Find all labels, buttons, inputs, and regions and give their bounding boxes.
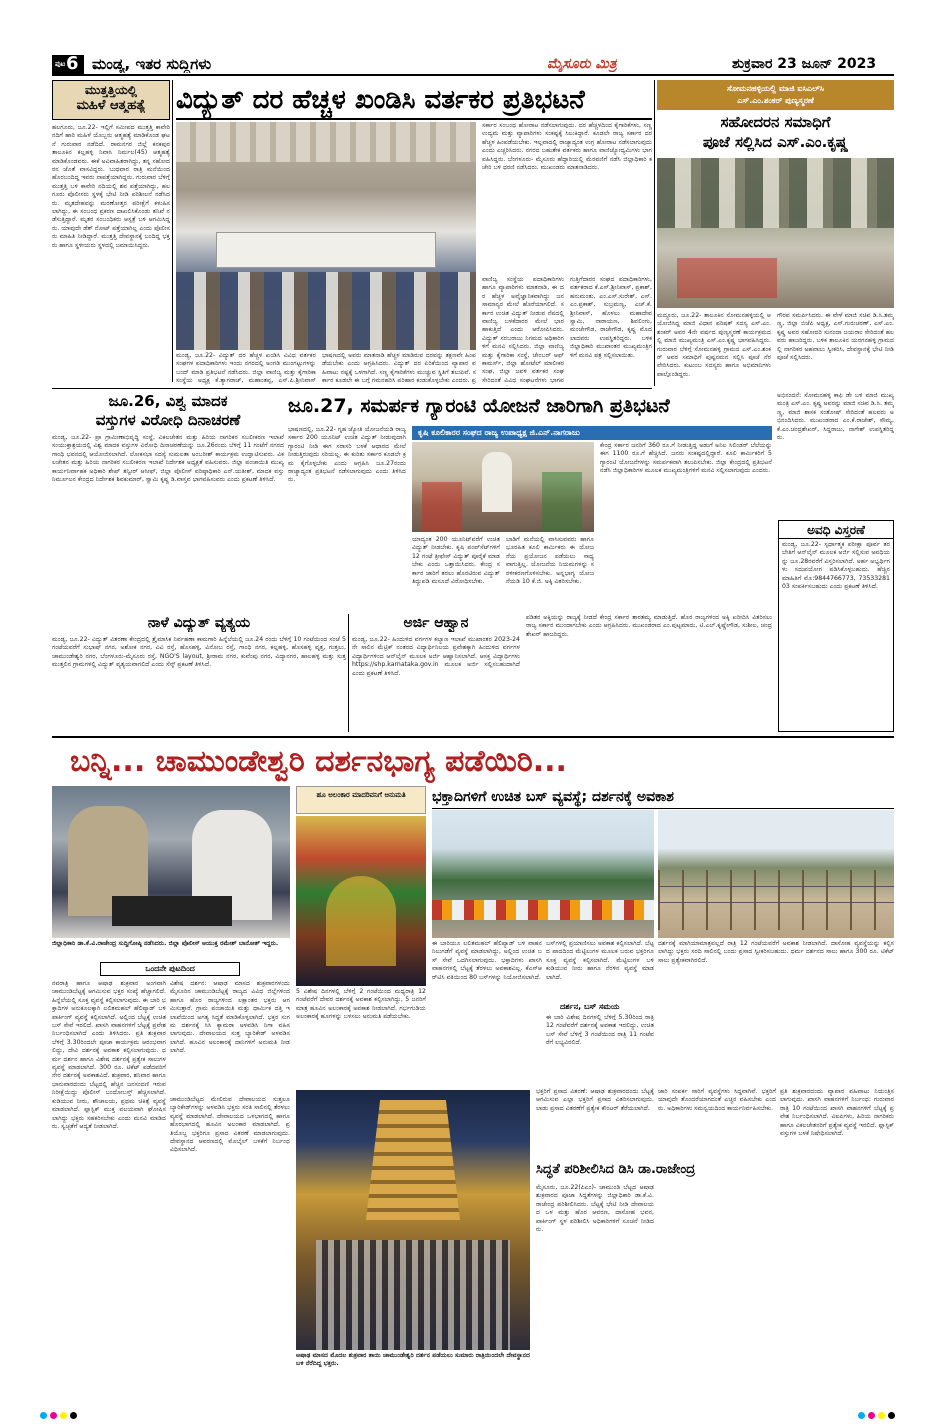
- june27-body5: ಕೇಂದ್ರ ಸರ್ಕಾರ ಜನರಿಗೆ 360 ರೂ.ಗೆ ನೀಡುತ್ತಿದ್ದ ಅಡುಗೆ ಅನಿಲ ಸಿಲಿಂಡರ್ ಬೆಲೆಯನ್ನು ಈಗ 1100 ರೂ.ಗೆ ಹೆಚ್ಚಿಸಿದೆ. ಜನರು ಸಂಕಷ್ಟದಲ್ಲಿದ್ದಾರೆ. ಕೂಲಿ ಕಾರ್ಮಿಕರಿಗೆ 5 ಗ್ಯಾರಂಟಿ ಯೋಜನೆಗಳನ್ನು ಸಮರ್ಪಕವಾಗಿ ತಲುಪಿಸಬೇಕು. ಜಿಲ್ಲಾ ಕೇಂದ್ರದಲ್ಲಿ ಪ್ರತಿಭಟನೆ ನಡೆಸಿ ಜಿಲ್ಲಾಧಿಕಾರಿಗಳ ಮೂಲಕ ಮುಖ್ಯಮಂತ್ರಿಗಳಿಗೆ ಮನವಿ ಸಲ್ಲಿಸಲಾಗುವುದು ಎಂದರು.: [600, 442, 772, 475]
- power-cut-body: ಮಂಡ್ಯ, ಜೂ.22- ವಿದ್ಯುತ್ ವಿತರಣಾ ಕೇಂದ್ರದಲ್ಲಿ ತ್ರೈಮಾಸಿಕ ನಿರ್ವಹಣಾ ಕಾಮಗಾರಿ ಹಿನ್ನೆಲೆಯಲ್ಲಿ ಜೂ.24 ರಂದು ಬೆಳಿಗ್ಗೆ 10 ಗಂಟೆಯಿಂದ ಸಂಜೆ 5 ಗಂಟೆಯವರೆಗೆ ಸುಭಾಷ್ ನಗರ, ಅಶೋಕ ನಗರ, ವಿವಿ ರಸ್ತೆ, ಹೊಸಹಳ್ಳಿ, ವಿನೋಬ ರಸ್ತೆ, ಗಾಂಧಿ ನಗರ, ಕಲ್ಲಹಳ್ಳಿ, ಹೊಸಹಳ್ಳಿ ವೃತ್ತ, ಗುತ್ತಲು, ಚಾಮುಂಡೇಶ್ವರಿ ನಗರ, ಬೆಂಗಳೂರು-ಮೈಸೂರು ರಸ್ತೆ, NGO'S layout, ಶ್ರೀರಾಮ ನಗರ, ಕುವೆಂಪು ನಗರ, ವಿದ್ಯಾನಗರ, ಹಾಲಹಳ್ಳಿ ಮತ್ತು ಸುತ್ತಮುತ್ತಲಿನ ಗ್ರಾಮಗಳಲ್ಲಿ ವಿದ್ಯುತ್ ವ್ಯತ್ಯಯವಾಗಲಿದೆ ಎಂದು ಸೆಸ್ಕ್ ಪ್ರಕಟಣೆ ತಿಳಿಸಿದೆ.: [52, 636, 346, 669]
- suicide-kicker: ಮುತ್ತತ್ತಿಯಲ್ಲಿ: [85, 83, 137, 97]
- application-title: ಅರ್ಜಿ ಆಹ್ವಾನ: [403, 615, 469, 631]
- flower-kicker-text: ಹೂ ಅಲಂಕಾರ ಮಾದರಿವನಿಗೆ ಅನುಮತಿ: [316, 791, 406, 799]
- samadhi-kicker-line2: ಎಸ್.ಎಂ.ಶಂಕರ್ ಪುಣ್ಯಸ್ಮರಣೆ: [737, 96, 814, 105]
- avadhi-title: ಅವಧಿ ವಿಸ್ತರಣೆ: [779, 523, 893, 539]
- chamundi-col-f: ದರ್ಶನಕ್ಕೆ ಮಾಗಿಯಾಮಾತ್ರವಲ್ಲದೆ ರಾತ್ರಿ 12 ಗಂಟೆಯವರೆಗೆ ಅವಕಾಶ ನೀಡಲಾಗಿದೆ. ದಾಸೋಹ ವ್ಯವಸ್ಥೆಯನ್ನು ಕಲ್ಪಿಸಲಾಗಿದ್ದು ಭಕ್ತರು ಸರದಿ ಸಾಲಿನಲ್ಲಿ ಬಂದು ಪ್ರಸಾದ ಸ್ವೀಕರಿಸಬಹುದು. ಧರ್ಮ ದರ್ಶನದ ಸಾಲು ಹಾಗೂ 300 ರೂ. ಟಿಕೆಟ್ ಸಾಲು ಪ್ರತ್ಯೇಕವಾಗಿರಲಿದೆ.: [658, 940, 894, 964]
- june26-title-line2: ವಸ್ತುಗಳ ವಿರೋಧಿ ದಿನಾಚರಣೆ: [95, 411, 241, 429]
- story-avadhi: [778, 520, 894, 732]
- samadhi-kicker-line1: ಸೋಮನಹಳ್ಳಿಯಲ್ಲಿ ಮಾಜಿ ಐಸಿಎಲ್‌ಸಿ: [726, 84, 825, 93]
- story-june27: [288, 392, 772, 612]
- row-rule: [52, 388, 652, 389]
- samadhi-body3: ಅಭಿನಂದನೆ: ಸೋಮನಹಳ್ಳಿ ಕಾಫಿ ಡೇ ಬಳಿ ಮಾಜಿ ಮುಖ್ಯಮಂತ್ರಿ ಎಸ್.ಎಂ. ಕೃಷ್ಣ ಅವರನ್ನು ಮಾಜಿ ಸಚಿವ ಡಿ.ಸಿ. ತಮ್ಮಣ್ಣ, ಮಾಜಿ ಶಾಸಕ ಸಂತೋಷ್ ಸೇರಿದಂತೆ ಹಲವರು ಅಭಿನಂದಿಸಿದರು. ಮುಖಂಡರಾದ ಎಂ.ಕೆ.ರಾಜೇಶ್, ಸೌಮ್ಯ, ಕೆ.ಎಂ.ಚಂದ್ರಶೇಖರ್, ಸಿದ್ದರಾಜು, ನಾಗೇಶ್ ಉಪಸ್ಥಿತರಿದ್ದರು.: [777, 392, 894, 442]
- june27-body4: ಪಡಿತರ ಅಕ್ಕಿಯನ್ನು ರಾಜ್ಯಕ್ಕೆ ನೀಡದೆ ಕೇಂದ್ರ ಸರ್ಕಾರ ತಾರತಮ್ಯ ಮಾಡುತ್ತಿದೆ. ಹೊರ ರಾಜ್ಯಗಳಿಂದ ಅಕ್ಕಿ ಖರೀದಿಸಿ ವಿತರಿಸಲು ರಾಜ್ಯ ಸರ್ಕಾರ ಮುಂದಾಗಬೇಕು ಎಂದು ಆಗ್ರಹಿಸಿದರು. ಮುಖಂಡರಾದ ಎಂ.ಪುಟ್ಟಮಾದು, ಟಿ.ಎಲ್.ಕೃಷ್ಣೇಗೌಡ, ಸುಶೀಲ, ಚಂದ್ರಶೇಖರ್ ಹಾಜರಿದ್ದರು.: [526, 614, 772, 638]
- suicide-header: [52, 80, 170, 120]
- sidda-title: ಸಿದ್ಧತೆ ಪರಿಶೀಲಿಸಿದ ಡಿಸಿ ಡಾ.ರಾಜೇಂದ್ರ: [536, 1162, 696, 1177]
- chamundi-col-b: ವಿಶೇಷ ದರ್ಶನ: ಆಷಾಢ ಮಾಸದ ಶುಕ್ರವಾರಗಳಂದು ಮೈಸೂರಿನ ಚಾಮುಂಡಿಬೆಟ್ಟಕ್ಕೆ ರಾಜ್ಯದ ವಿವಿಧ ಜಿಲ್ಲೆಗಳಿಂದ ಹಾಗೂ ಹೊರ ರಾಜ್ಯಗಳಿಂದ ಲಕ್ಷಾಂತರ ಭಕ್ತರು ಆಗಮಿಸುತ್ತಾರೆ. ಗ್ರಾಮ ಪಂಚಾಯಿತಿ ಮತ್ತು ಧಾರ್ಮಿಕ ದತ್ತಿ ಇಲಾಖೆಯಿಂದ ಅಗತ್ಯ ಸಿದ್ಧತೆ ಮಾಡಿಕೊಳ್ಳಲಾಗಿದೆ. ಭಕ್ತರ ಸುಗಮ ದರ್ಶನಕ್ಕೆ ಸಿಸಿ ಕ್ಯಾಮರಾ ಅಳವಡಿಸಿ ನಿಗಾ ವಹಿಸಲಾಗುವುದು. ದೇವಾಲಯದ ಸುತ್ತ ಬ್ಯಾರಿಕೇಡ್ ಅಳವಡಿಸಲಾಗಿದೆ. ಹೂವಿನ ಅಲಂಕಾರಕ್ಕೆ ದಾನಿಗಳಿಗೆ ಅನುಮತಿ ನೀಡಲಾಗಿದೆ.: [170, 980, 290, 1055]
- samadhi-kicker: [657, 80, 894, 110]
- chamundi-col-i: ಭಕ್ತರಿಗೆ ಪ್ರಸಾದ ವಿತರಣೆ: ಆಷಾಢ ಶುಕ್ರವಾರದಂದು ಬೆಟ್ಟಕ್ಕೆ ಆಗಮಿಸುವ ಎಲ್ಲಾ ಭಕ್ತರಿಗೆ ಪ್ರಸಾದ ವಿತರಿಸಲಾಗುವುದು. ಲಾಡು ಪ್ರಸಾದ ವಿತರಣೆಗೆ ಪ್ರತ್ಯೇಕ ಕೌಂಟರ್ ತೆರೆಯಲಾಗಿದೆ.: [536, 1088, 654, 1112]
- protest-body3: ವಾಣಿಜ್ಯ ಸಂಸ್ಥೆಯ ಪದಾಧಿಕಾರಿಗಳು ಹಾಗೂ ವ್ಯಾಪಾರಿಗಳು ಮಾತನಾಡಿ, ಈ ದರ ಹೆಚ್ಚಳ ಅವೈಜ್ಞಾನಿಕವಾಗಿದ್ದು ಜನಸಾಮಾನ್ಯರ ಮೇಲೆ ಹೊರೆಯಾಗಲಿದೆ. ಸರ್ಕಾರ ಉಚಿತ ವಿದ್ಯುತ್ ನೀಡುವ ನೆಪದಲ್ಲಿ ವಾಣಿಜ್ಯ ಬಳಕೆದಾರರ ಮೇಲೆ ಭಾರ ಹಾಕುತ್ತಿದೆ ಎಂದು ಆರೋಪಿಸಿದರು. ವಿದ್ಯುತ್ ಸರಬರಾಜು ನಿಗಮದ ಅಧಿಕಾರಿಗಳಿಗೆ ಮನವಿ ಸಲ್ಲಿಸಿದರು. ಜಿಲ್ಲಾ ವಾಣಿಜ್ಯ ಮತ್ತು ಕೈಗಾರಿಕಾ ಸಂಸ್ಥೆ, ಚೇಂಬರ್ ಆಫ್ ಕಾಮರ್ಸ್, ಜಿಲ್ಲಾ ಹೋಟೆಲ್ ಮಾಲೀಕರ ಸಂಘ, ಜಿಲ್ಲಾ ಜವಳಿ ವರ್ತಕರ ಸಂಘ ಸೇರಿದಂತೆ ವಿವಿಧ ಸಂಘಟನೆಗಳು ಭಾಗವ: [482, 276, 564, 384]
- story-suicide: [52, 80, 170, 382]
- flower-kicker: [296, 786, 426, 814]
- power-cut-title: ನಾಳೆ ವಿದ್ಯುತ್ ವ್ಯತ್ಯಯ: [147, 615, 251, 631]
- flower-text: 5 ವಿಶೇಷ ದಿನಗಳಲ್ಲಿ ಬೆಳಿಗ್ಗೆ 2 ಗಂಟೆಯಿಂದ ಮಧ್ಯರಾತ್ರಿ 12 ಗಂಟೆವರೆಗೆ ದೇವರ ದರ್ಶನಕ್ಕೆ ಅವಕಾಶ ಕಲ್ಪಿಸಲಾಗಿದ್ದು, 5 ಜನರಿಗೆ ಮಾತ್ರ ಹೂವಿನ ಅಲಂಕಾರಕ್ಕೆ ಅವಕಾಶ ನೀಡಲಾಗಿದೆ. ಗರ್ಭಗುಡಿಯ ಅಲಂಕಾರಕ್ಕೆ ಹೂಗಳನ್ನು ಬಳಸಲು ಅನುಮತಿ ಪಡೆಯಬೇಕು.: [296, 988, 426, 1021]
- column-rule: [348, 614, 349, 732]
- application-body: ಮಂಡ್ಯ, ಜೂ.22- ಹಿಂದುಳಿದ ವರ್ಗಗಳ ಕಲ್ಯಾಣ ಇಲಾಖೆ ಮುಖಾಂತರ 2023-24ನೇ ಸಾಲಿನ ಮೆಟ್ರಿಕ್ ನಂತರದ ವಿದ್ಯಾರ್ಥಿನಿಲಯ ಪ್ರವೇಶಕ್ಕಾಗಿ ಹಿಂದುಳಿದ ವರ್ಗಗಳ ವಿದ್ಯಾರ್ಥಿಗಳಿಂದ ಆನ್‌ಲೈನ್ ಮೂಲಕ ಅರ್ಜಿ ಆಹ್ವಾನಿಸಲಾಗಿದೆ. ಆಸಕ್ತ ವಿದ್ಯಾರ್ಥಿಗಳು https://shp.karnataka.gov.in ಮೂಲಕ ಅರ್ಜಿ ಸಲ್ಲಿಸಬಹುದಾಗಿದೆ ಎಂದು ಪ್ರಕಟಣೆ ತಿಳಿಸಿದೆ.: [352, 636, 520, 677]
- protest-body1: ಸರ್ಕಾರ ಸಂಬಂಧ ಹೋರಾಟ ನಡೆಸಲಾಗುವುದು. ದರ ಹೆಚ್ಚಳದಿಂದ ಕೈಗಾರಿಕೆಗಳು, ಸಣ್ಣ ಉದ್ಯಮ ಮತ್ತು ವ್ಯಾಪಾರಿಗಳು ಸಂಕಷ್ಟಕ್ಕೆ ಸಿಲುಕಿದ್ದಾರೆ. ಕೂಡಲೇ ರಾಜ್ಯ ಸರ್ಕಾರ ದರ ಹೆಚ್ಚಳ ಹಿಂಪಡೆಯಬೇಕು. ಇಲ್ಲವಾದಲ್ಲಿ ರಾಜ್ಯಾದ್ಯಂತ ಉಗ್ರ ಹೋರಾಟ ನಡೆಸಲಾಗುವುದು ಎಂದು ಎಚ್ಚರಿಸಿದರು. ನಗರದ ಬಹುತೇಕ ವರ್ತಕರು ಹಾಗೂ ವಾಣಿಜ್ಯೋದ್ಯಮಿಗಳು ಭಾಗವಹಿಸಿದ್ದರು. ಬೆಂಗಳೂರು- ಮೈಸೂರು ಹೆದ್ದಾರಿಯಲ್ಲಿ ಮೆರವಣಿಗೆ ನಡೆಸಿ ಜಿಲ್ಲಾಧಿಕಾರಿ ಕಚೇರಿ ಬಳಿ ಧರಣಿ ನಡೆಸಿದರು. ಮುಖಂಡರು ಮಾತನಾಡಿದರು.: [482, 122, 652, 172]
- chamundi-col-h: ಚಾಮುಂಡಿಬೆಟ್ಟದ ಮೇಲಿರುವ ದೇವಾಲಯದ ಸುತ್ತಲೂ ಬ್ಯಾರಿಕೇಡ್‌ಗಳನ್ನು ಅಳವಡಿಸಿ ಭಕ್ತರು ಸರತಿ ಸಾಲಿನಲ್ಲಿ ತೆರಳಲು ವ್ಯವಸ್ಥೆ ಮಾಡಲಾಗಿದೆ. ದೇವಾಲಯದ ಒಳಭಾಗದಲ್ಲಿ ಹಾಗೂ ಹೊರಭಾಗದಲ್ಲಿ ಹೂವಿನ ಅಲಂಕಾರ ಮಾಡಲಾಗಿದೆ. ಪ್ರತಿಯೊಬ್ಬ ಭಕ್ತರಿಗೂ ಪ್ರಸಾದ ವಿತರಣೆ ಮಾಡಲಾಗುವುದು. ದೇವಸ್ಥಾನದ ಆವರಣದಲ್ಲಿ ಮೊಬೈಲ್ ಬಳಕೆಗೆ ನಿರ್ಬಂಧ ವಿಧಿಸಲಾಗಿದೆ.: [170, 1096, 290, 1154]
- avadhi-body: ಮಂಡ್ಯ, ಜೂ.22- ಸ್ಪರ್ಧಾತ್ಮಕ ಪರೀಕ್ಷಾ ಪೂರ್ವ ತರಬೇತಿಗೆ ಆನ್‌ಲೈನ್ ಮೂಲಕ ಅರ್ಜಿ ಸಲ್ಲಿಸುವ ಅವಧಿಯನ್ನು ಜೂ.28ರವರೆಗೆ ವಿಸ್ತರಿಸಲಾಗಿದೆ. ಅರ್ಹ ಅಭ್ಯರ್ಥಿಗಳು ಸದುಪಯೋಗ ಪಡಿಸಿಕೊಳ್ಳಬಹುದು. ಹೆಚ್ಚಿನ ಮಾಹಿತಿಗೆ ಮೊ:9844766773, 7353328103 ಸಂಪರ್ಕಿಸಬಹುದು ಎಂದು ಪ್ರಕಟಣೆ ತಿಳಿಸಿದೆ.: [782, 541, 890, 591]
- story-application: [352, 614, 520, 732]
- suicide-body: ಹಲಗೂರು, ಜೂ.22- ಇಲ್ಲಿಗೆ ಸಮೀಪದ ಮುತ್ತತ್ತಿ ಕಾವೇರಿ ನದಿಗೆ ಹಾರಿ ಮಹಿಳೆ ಯೊಬ್ಬರು ಆತ್ಮಹತ್ಯೆ ಮಾಡಿಕೊಂಡ ಘಟನೆ ಗುರುವಾರ ನಡೆದಿದೆ. ರಾಮನಗರ ಜಿಲ್ಲೆ ಕನಕಪುರ ತಾಲೂಕಿನ ಕಲ್ಲಹಳ್ಳಿ ನಿವಾಸಿ ನಿರ್ಮಲ(45) ಆತ್ಮಹತ್ಯೆ ಮಾಡಿಕೊಂಡವರು. ಈಕೆ ಅವಿವಾಹಿತರಾಗಿದ್ದು, ತನ್ನ ಸಹೋದರನ ಜೊತೆ ವಾಸವಿದ್ದರು. ಬುಧವಾರ ರಾತ್ರಿ ಮನೆಯಿಂದ ಹೊರಬಂದಿದ್ದ ಇವರು ನಾಪತ್ತೆಯಾಗಿದ್ದರು. ಗುರುವಾರ ಬೆಳಿಗ್ಗೆ ಮುತ್ತತ್ತಿ ಬಳಿ ಕಾವೇರಿ ನದಿಯಲ್ಲಿ ಶವ ಪತ್ತೆಯಾಗಿದ್ದು, ಹಲಗೂರು ಪೊಲೀಸರು ಸ್ಥಳಕ್ಕೆ ಭೇಟಿ ನೀಡಿ ಪರಿಶೀಲನೆ ನಡೆಸಿದರು. ಮೃತದೇಹವನ್ನು ಮರಣೋತ್ತರ ಪರೀಕ್ಷೆಗೆ ಕಳುಹಿಸಲಾಗಿದ್ದು, ಈ ಸಂಬಂಧ ಪ್ರಕರಣ ದಾಖಲಿಸಿಕೊಂಡು ತನಿಖೆ ನಡೆಸುತ್ತಿದ್ದಾರೆ. ಮೃತರ ಸಂಬಂಧಿಕರು ಆಸ್ಪತ್ರೆ ಬಳಿ ಆಗಮಿಸಿದ್ದರು. ಯಾವುದೇ ಡೆತ್ ನೋಟ್ ಪತ್ತೆಯಾಗಿಲ್ಲ ಎಂದು ಪೊಲೀಸರು ಮಾಹಿತಿ ನೀಡಿದ್ದಾರೆ. ಮುತ್ತತ್ತಿ ದೇವಸ್ಥಾನಕ್ಕೆ ಬಂದಿದ್ದ ಭಕ್ತರು ಹಾಗೂ ಸ್ಥಳೀಯರು ಸ್ಥಳದಲ್ಲಿ ಜಮಾಯಿಸಿದ್ದರು.: [52, 124, 170, 249]
- barricade-photo: [658, 810, 894, 938]
- june27-photo: [412, 442, 594, 532]
- issue-date: ಶುಕ್ರವಾರ 23 ಜೂನ್ 2023: [732, 56, 877, 72]
- story-june26: [52, 392, 284, 612]
- samadhi-photo: [657, 158, 894, 308]
- samadhi-body2: ಗೌರವ ಸಮರ್ಪಿಸಿದರು. ಈ ವೇಳೆ ಮಾಜಿ ಸಚಿವ ಡಿ.ಸಿ.ತಮ್ಮಣ್ಣ, ಜಿಲ್ಲಾ ಬಿಜೆಪಿ ಅಧ್ಯಕ್ಷ, ಎಸ್.ಗುರುಚರಣ್, ಎಸ್.ಎಂ.ಕೃಷ್ಣ ಅವರ ಸಹೋದರಿ ಸುನಂದಾ ಜಯರಾಂ ಸೇರಿದಂತೆ ಹಲವರು ಹಾಜರಿದ್ದರು. ಬಳಿಕ ತಾಲೂಕಿನ ಯರಗನಹಳ್ಳಿ ಗ್ರಾಮದಲ್ಲಿ ನಾಗರಿಕರ ಅಹವಾಲು ಸ್ವೀಕರಿಸಿ, ದೇವಸ್ಥಾನಕ್ಕೆ ಭೇಟಿ ನೀಡಿ ಪೂಜೆ ಸಲ್ಲಿಸಿದರು.: [777, 312, 894, 362]
- dc-photo-caption: ಜಿಲ್ಲಾಧಿಕಾರಿ ಡಾ.ಕೆ.ವಿ.ರಾಜೇಂದ್ರ ಸುದ್ದಿಗೋಷ್ಠಿ ನಡೆಸಿದರು. ಜಿಲ್ಲಾ ಪೊಲೀಸ್ ಆಯುಕ್ತ ರಮೇಶ್ ಬಾನೋತ್ ಇದ್ದರು.: [52, 940, 279, 947]
- chamundi-col-e: ಬಸ್‌ಗಳಲ್ಲಿ ಪ್ರಯಾಣಿಸಲು ಅವಕಾಶ ಕಲ್ಪಿಸಲಾಗಿದೆ. ಬೆಟ್ಟದ ಪಾದದಿಂದ ಮೆಟ್ಟಿಲುಗಳ ಮೂಲಕ ಬರುವ ಭಕ್ತರಿಗೂ ಸೂಕ್ತ ವ್ಯವಸ್ಥೆ ಕಲ್ಪಿಸಲಾಗಿದೆ. ಮೆಟ್ಟಿಲುಗಳ ಬಳಿ ಕುಡಿಯುವ ನೀರು ಹಾಗೂ ನೆರಳಿನ ವ್ಯವಸ್ಥೆ ಮಾಡಲಾಗಿದೆ.: [546, 940, 654, 981]
- page-number: 6: [66, 53, 79, 74]
- flower-photo: [296, 816, 426, 986]
- dc-press-photo: [52, 786, 290, 938]
- june27-caption-bar: [412, 426, 772, 440]
- chamundi-col-j: ಮೈಸೂರು, ಜೂ.22(ಪಿಎಂ)- ಚಾಮುಂಡಿ ಬೆಟ್ಟದ ಆಷಾಢ ಶುಕ್ರವಾರದ ಪೂಜಾ ಸಿದ್ಧತೆಗಳನ್ನು ಜಿಲ್ಲಾಧಿಕಾರಿ ಡಾ.ಕೆ.ವಿ.ರಾಜೇಂದ್ರ ಪರಿಶೀಲಿಸಿದರು. ಬೆಟ್ಟಕ್ಕೆ ಭೇಟಿ ನೀಡಿ ದೇವಾಲಯದ ಒಳ ಮತ್ತು ಹೊರ ಆವರಣ, ದಾಸೋಹ ಭವನ, ಪಾರ್ಕಿಂಗ್ ಸ್ಥಳ ಪರಿಶೀಲಿಸಿ ಅಧಿಕಾರಿಗಳಿಗೆ ಸೂಚನೆ ನೀಡಿದರು.: [536, 1184, 654, 1234]
- june26-title-line1: ಜೂ.26, ವಿಶ್ವ ಮಾದಕ: [108, 392, 228, 410]
- darshan-kicker: ದರ್ಶನ, ಬಸ್ ಸಮಯ: [560, 1002, 620, 1011]
- registration-marks-right: [858, 1404, 898, 1423]
- story-power-cut: [52, 614, 346, 732]
- june27-body3: ಯಾದ್ಯಂತ 200 ಯೂನಿಟ್‌ವರೆಗೆ ಉಚಿತ ವಿದ್ಯುತ್ ನೀಡಬೇಕು. ಕೃಷಿ ಪಂಪ್‌ಸೆಟ್‌ಗಳಿಗೆ 12 ಗಂಟೆ ತ್ರೀಫೇಸ್ ವಿದ್ಯುತ್ ಪೂರೈಕೆ ಮಾಡಬೇಕು ಎಂದು ಒತ್ತಾಯಿಸಿದರು. ಕೇಂದ್ರ ಸರ್ಕಾರ ಜಾರಿಗೆ ತರಲು ಹೊರಟಿರುವ ವಿದ್ಯುತ್ ತಿದ್ದುಪಡಿ ಮಸೂದೆ ವಿರೋಧಿಸಬೇಕು.: [412, 536, 500, 586]
- chamundi-col-g: ಈ ಬಾರಿ ವಿಶೇಷ ದಿನಗಳಲ್ಲಿ ಬೆಳಿಗ್ಗೆ 5.30ರಿಂದ ರಾತ್ರಿ 12 ಗಂಟೆವರೆಗೆ ದರ್ಶನಕ್ಕೆ ಅವಕಾಶ ಇರಲಿದ್ದು, ಉಚಿತ ಬಸ್ ಸೇವೆ ಬೆಳಿಗ್ಗೆ 3 ಗಂಟೆಯಿಂದ ರಾತ್ರಿ 11 ಗಂಟೆವರೆಗೆ ಲಭ್ಯವಿರಲಿದೆ.: [546, 1014, 654, 1047]
- protest-body4: ಗುತ್ತಿಗೆದಾರರ ಸಂಘದ ಪದಾಧಿಕಾರಿಗಳು, ವರ್ತಕರಾದ ಕೆ.ಎಸ್.ಶ್ರೀನಿವಾಸ್, ಪ್ರಕಾಶ್, ಹನುಮಂತು, ಎಂ.ಎಸ್.ಸುರೇಶ್, ಎಸ್.ಎಂ.ಪ್ರಕಾಶ್, ಸುಬ್ರಮಣ್ಯ, ಎಚ್.ಕೆ.ಶ್ರೀನಿವಾಸ್, ಹೊಳಲು ಮಹಾದೇವ ಸ್ವಾಮಿ, ನಾರಾಯಣ, ಶಿವಲಿಂಗು, ಮಂಜೇಗೌಡ, ರಾಜೇಗೌಡ, ಕೃಷ್ಣ ಮೊದಲಾದವರು ಉಪಸ್ಥಿತರಿದ್ದರು. ಬಳಿಕ ಜಿಲ್ಲಾಧಿಕಾರಿ ಮುಖಾಂತರ ಮುಖ್ಯಮಂತ್ರಿಗಳಿಗೆ ಮನವಿ ಪತ್ರ ಸಲ್ಲಿಸಲಾಯಿತು.: [570, 276, 652, 359]
- column-rule: [654, 80, 655, 386]
- bus-photo: [432, 810, 654, 938]
- protest-title: ವಿದ್ಯುತ್ ದರ ಹೆಚ್ಚಳ ಖಂಡಿಸಿ ವರ್ತಕರ ಪ್ರತಿಭಟನೆ: [176, 82, 652, 120]
- bus-subtitle: ಭಕ್ತಾದಿಗಳಿಗೆ ಉಚಿತ ಬಸ್ ವ್ಯವಸ್ಥೆ; ದರ್ಶನಕ್ಕೆ ಅವಕಾಶ: [432, 786, 894, 809]
- row-rule: [52, 736, 894, 738]
- chamundi-col-a: ನವರಾತ್ರಿ ಹಾಗೂ ಆಷಾಢ ಶುಕ್ರವಾರ ಅಂಗವಾಗಿ ಚಾಮುಂಡಿಬೆಟ್ಟಕ್ಕೆ ಆಗಮಿಸುವ ಭಕ್ತರ ಸಂಖ್ಯೆ ಹೆಚ್ಚಾಗಲಿದೆ. ಹಿನ್ನೆಲೆಯಲ್ಲಿ ಸೂಕ್ತ ವ್ಯವಸ್ಥೆ ಕಲ್ಪಿಸಲಾಗುವುದು. ಈ ಬಾರಿ ಭಕ್ತಾದಿಗಳ ಅನುಕೂಲಕ್ಕಾಗಿ ಲಲಿತಮಹಲ್ ಹೆಲಿಪ್ಯಾಡ್ ಬಳಿ ಪಾರ್ಕಿಂಗ್ ವ್ಯವಸ್ಥೆ ಕಲ್ಪಿಸಲಾಗಿದೆ. ಅಲ್ಲಿಂದ ಬೆಟ್ಟಕ್ಕೆ ಉಚಿತ ಬಸ್ ಸೇವೆ ಇರಲಿದೆ. ಖಾಸಗಿ ವಾಹನಗಳಿಗೆ ಬೆಟ್ಟಕ್ಕೆ ಪ್ರವೇಶ ನಿರ್ಬಂಧಿಸಲಾಗಿದೆ ಎಂದು ತಿಳಿಸಿದರು. ಪ್ರತಿ ಶುಕ್ರವಾರ ಬೆಳಿಗ್ಗೆ 3.30ರಿಂದಲೇ ಪೂಜಾ ಕಾರ್ಯಕ್ರಮ ಆರಂಭವಾಗಲಿದ್ದು, ದೇವಿ ದರ್ಶನಕ್ಕೆ ಅವಕಾಶ ಕಲ್ಪಿಸಲಾಗುವುದು. ಧರ್ಮ ದರ್ಶನ ಹಾಗೂ ವಿಶೇಷ ದರ್ಶನಕ್ಕೆ ಪ್ರತ್ಯೇಕ ಸಾಲುಗಳ ವ್ಯವಸ್ಥೆ ಮಾಡಲಾಗಿದೆ. 300 ರೂ. ಟಿಕೆಟ್ ಪಡೆದವರಿಗೆ ನೇರ ದರ್ಶನಕ್ಕೆ ಅವಕಾಶವಿದೆ. ಶುಕ್ರವಾರ, ಶನಿವಾರ ಹಾಗೂ ಭಾನುವಾರದಂದು ಬೆಟ್ಟದಲ್ಲಿ ಹೆಚ್ಚಿನ ಜನಸಂದಣಿ ಇರುವ ನಿರೀಕ್ಷೆಯಿದ್ದು ಪೊಲೀಸ್ ಬಂದೋಬಸ್ತ್ ಹೆಚ್ಚಿಸಲಾಗಿದೆ. ಕುಡಿಯುವ ನೀರು, ಶೌಚಾಲಯ, ಪ್ರಥಮ ಚಿಕಿತ್ಸೆ ವ್ಯವಸ್ಥೆ ಮಾಡಲಾಗಿದೆ. ಪ್ಲಾಸ್ಟಿಕ್ ಮುಕ್ತ ವಲಯವಾಗಿ ಘೋಷಿಸಲಾಗಿದ್ದು ಭಕ್ತರು ಸಹಕರಿಸಬೇಕು ಎಂದು ಮನವಿ ಮಾಡಿದರು. ಸ್ವಚ್ಛತೆಗೆ ಆದ್ಯತೆ ನೀಡಲಾಗಿದೆ.: [52, 980, 166, 1130]
- section-title: ಮಂಡ್ಯ, ಇತರ ಸುದ್ದಿಗಳು: [92, 55, 212, 73]
- june27-caption: ಕೃಷಿ ಕೂಲಿಕಾರರ ಸಂಘದ ರಾಜ್ಯ ಉಪಾಧ್ಯಕ್ಷ ಜಿ.ಎನ್.ನಾಗರಾಜು: [418, 428, 580, 437]
- chamundi-col-l: ಪ್ರತಿ ಶುಕ್ರವಾರದಂದು ವ್ಯಾಪಾರ ವಹಿವಾಟು ನಿಯಂತ್ರಿಸಲಾಗುವುದು. ಖಾಸಗಿ ವಾಹನಗಳಿಗೆ ನಿರ್ಬಂಧ: ಗುರುವಾರ ರಾತ್ರಿ 10 ಗಂಟೆಯಿಂದ ಖಾಸಗಿ ವಾಹನಗಳಿಗೆ ಬೆಟ್ಟಕ್ಕೆ ಪ್ರವೇಶ ನಿರ್ಬಂಧಿಸಲಾಗಿದೆ. ವಿಐಪಿಗಳು, ಹಿರಿಯ ನಾಗರಿಕರು ಹಾಗೂ ವಿಕಲಚೇತನರಿಗೆ ಪ್ರತ್ಯೇಕ ವ್ಯವಸ್ಥೆ ಇರಲಿದೆ. ಪ್ಲಾಸ್ಟಿಕ್ ವಸ್ತುಗಳ ಬಳಕೆ ನಿಷೇಧಿಸಲಾಗಿದೆ.: [780, 1088, 894, 1138]
- june27-title: ಜೂ.27, ಸಮರ್ಪಕ ಗ್ಯಾರಂಟಿ ಯೋಜನೆ ಜಾರಿಗಾಗಿ ಪ್ರತಿಭಟನೆ: [288, 395, 670, 417]
- protest-caption: ಮಂಡ್ಯ, ಜೂ.22- ವಿದ್ಯುತ್ ದರ ಹೆಚ್ಚಳ ಖಂಡಿಸಿ ವಿವಿಧ ವರ್ತಕರ ಸಂಘಗಳ ಪದಾಧಿಕಾರಿಗಳು ಇಂದು ನಗರದಲ್ಲಿ ಅಂಗಡಿ ಮುಂಗಟ್ಟುಗಳನ್ನು ಬಂದ್ ಮಾಡಿ ಪ್ರತಿಭಟನೆ ನಡೆಸಿದರು. ಜಿಲ್ಲಾ ವಾಣಿಜ್ಯ ಮತ್ತು ಕೈಗಾರಿಕಾ ಸಂಸ್ಥೆಯ ಅಧ್ಯಕ್ಷ ಕೆ.ತ್ಯಾಗರಾಜ್, ಮಹಾಂತಪ್ಪ, ಎಸ್.ಪಿ.ಶ್ರೀನಿವಾಸ್: [176, 352, 316, 385]
- chamundi-col-k: ಜಾರಿ ಸಂಪರ್ಕ ಸಾರಿಗೆ ವ್ಯವಸ್ಥೆಗಳು ಸಿದ್ಧವಾಗಿವೆ. ಭಕ್ತರಿಗೆ ಯಾವುದೇ ತೊಂದರೆಯಾಗದಂತೆ ಎಚ್ಚರ ವಹಿಸಬೇಕು ಎಂದರು. ಅಧಿಕಾರಿಗಳು ಸಮನ್ವಯದಿಂದ ಕಾರ್ಯನಿರ್ವಹಿಸಬೇಕು.: [658, 1088, 776, 1112]
- chamundi-col-d: ಈ ಬಾರಿಯೂ ಲಲಿತಮಹಲ್ ಹೆಲಿಪ್ಯಾಡ್ ಬಳಿ ವಾಹನ ನಿಲುಗಡೆಗೆ ವ್ಯವಸ್ಥೆ ಮಾಡಲಾಗಿದ್ದು, ಅಲ್ಲಿಂದ ಉಚಿತ ಬಸ್ ಸೇವೆ ಒದಗಿಸಲಾಗುವುದು. ಭಕ್ತಾದಿಗಳು ಖಾಸಗಿ ವಾಹನಗಳಲ್ಲಿ ಬೆಟ್ಟಕ್ಕೆ ತೆರಳಲು ಅವಕಾಶವಿಲ್ಲ. ಕೆಎಸ್‌ಆರ್‌ಟಿಸಿ ವತಿಯಿಂದ 80 ಬಸ್‌ಗಳನ್ನು ನಿಯೋಜಿಸಲಾಗಿದೆ.: [432, 940, 542, 981]
- suicide-title: ಮಹಿಳೆ ಆತ್ಮಹತ್ಯೆ: [76, 98, 146, 113]
- page-label: [52, 55, 84, 75]
- column-rule: [172, 80, 173, 382]
- temple-caption: ಆಷಾಢ ಮಾಸದ ಮೊದಲ ಶುಕ್ರವಾರ ತಾಯಿ ಚಾಮುಂಡೇಶ್ವರಿ ದರ್ಶನ ಪಡೆಯಲು ಸುಮಾರು ರಾತ್ರಿಯಿಂದಲೇ ದೇವಸ್ಥಾನದ ಬಳಿ ನೆರೆದಿದ್ದ ಭಕ್ತರು.: [296, 1352, 530, 1368]
- june27-body1: ಭಾಷಣದಲ್ಲಿ, ಜೂ.22- ಗೃಹ ಜ್ಯೋತಿ ಯೋಜನೆಯಡಿ ರಾಜ್ಯ ಸರ್ಕಾರ 200 ಯೂನಿಟ್ ಉಚಿತ ವಿದ್ಯುತ್ ನೀಡುವುದಾಗಿ ಗ್ಯಾರಂಟಿ ನೀಡಿ ಈಗ ಸರಾಸರಿ ಬಳಕೆ ಆಧಾರದ ಮೇಲೆ ನೀಡುತ್ತಿರುವುದು ಸರಿಯಲ್ಲ. ಈ ಕುರಿತು ಸರ್ಕಾರ ಕೂಡಲೇ ಕ್ರಮ ಕೈಗೊಳ್ಳಬೇಕು ಎಂದು ಆಗ್ರಹಿಸಿ ಜೂ.27ರಂದು ರಾಜ್ಯಾದ್ಯಂತ ಪ್ರತಿಭಟನೆ ನಡೆಸಲಾಗುವುದು ಎಂದು ತಿಳಿಸಿದರು.: [288, 426, 406, 484]
- chamundi-banner: ಬನ್ನಿ... ಚಾಮುಂಡೇಶ್ವರಿ ದರ್ಶನಭಾಗ್ಯ ಪಡೆಯಿರಿ...: [70, 744, 567, 779]
- samadhi-title-line2: ಪೂಜೆ ಸಲ್ಲಿಸಿದ ಎಸ್.ಎಂ.ಕೃಷ್ಣ: [702, 133, 849, 151]
- page-label-text: ಪುಟ: [55, 60, 66, 68]
- samadhi-body: ಮದ್ದೂರು, ಜೂ.22- ತಾಲೂಕಿನ ಸೋಮನಹಳ್ಳಿಯಲ್ಲಿ ಆಯೋಜಿಸಿದ್ದ ಮಾಜಿ ವಿಧಾನ ಪರಿಷತ್ ಸದಸ್ಯ ಎಸ್.ಎಂ.ಶಂಕರ್ ಅವರ 4ನೇ ವರ್ಷದ ಪುಣ್ಯಸ್ಮರಣೆ ಕಾರ್ಯಕ್ರಮದಲ್ಲಿ ಮಾಜಿ ಮುಖ್ಯಮಂತ್ರಿ ಎಸ್.ಎಂ.ಕೃಷ್ಣ ಭಾಗವಹಿಸಿದ್ದರು. ಗುರುವಾರ ಬೆಳಿಗ್ಗೆ ಸೋಮನಹಳ್ಳಿ ಗ್ರಾಮದ ಎಸ್.ಎಂ.ಶಂಕರ್ ಅವರ ಸಮಾಧಿಗೆ ಪುಷ್ಪನಮನ ಸಲ್ಲಿಸಿ ಪೂಜೆ ನೆರವೇರಿಸಿದರು. ಕುಟುಂಬ ಸದಸ್ಯರು ಹಾಗೂ ಅಭಿಮಾನಿಗಳು ಪಾಲ್ಗೊಂಡಿದ್ದರು.: [657, 312, 771, 378]
- ondane-label: [100, 962, 240, 976]
- story-protest: [176, 80, 652, 386]
- june27-body2: ಬಾಡಿಗೆ ಮನೆಯಲ್ಲಿ ವಾಸಿಸುವವರು ಹಾಗೂ ಭೂರಹಿತ ಕೂಲಿ ಕಾರ್ಮಿಕರು ಈ ಯೋಜನೆಯ ಪ್ರಯೋಜನ ಪಡೆಯಲು ಸಾಧ್ಯವಾಗುತ್ತಿಲ್ಲ. ಯೋಜನೆಯ ನಿಯಮಗಳನ್ನು ಸರಳೀಕರಣಗೊಳಿಸಬೇಕು. ಅನ್ನಭಾಗ್ಯ ಯೋಜನೆಯಡಿ 10 ಕೆ.ಜಿ. ಅಕ್ಕಿ ವಿತರಿಸಬೇಕು.: [506, 536, 594, 586]
- ondane-text: ಒಂದನೇ ಪುಟದಿಂದ: [145, 964, 195, 973]
- registration-marks-left: [40, 1404, 80, 1423]
- protest-photo: [176, 122, 476, 350]
- samadhi-title-line1: ಸಹೋದರನ ಸಮಾಧಿಗೆ: [720, 113, 831, 131]
- protest-body2: ಭಾಷಣದಲ್ಲಿ ಅವರು ಮಾತನಾಡಿ ಹೆಚ್ಚಳ ಮಾಡಿರುವ ದರವನ್ನು ತಕ್ಷಣವೇ ಹಿಂಪಡೆಯಬೇಕು ಎಂದು ಆಗ್ರಹಿಸಿದರು. ವಿದ್ಯುತ್ ದರ ಏರಿಕೆಯಿಂದ ವ್ಯಾಪಾರ ವಹಿವಾಟು ನಷ್ಟಕ್ಕೆ ಒಳಗಾಗಿದೆ. ಸಣ್ಣ ಕೈಗಾರಿಕೆಗಳು ಮುಚ್ಚುವ ಸ್ಥಿತಿಗೆ ತಲುಪಿವೆ. ಸರ್ಕಾರ ಕೂಡಲೇ ಈ ಬಗ್ಗೆ ಗಮನಹರಿಸಿ ಪರಿಹಾರ ಕಂಡುಕೊಳ್ಳಬೇಕು ಎಂದರು. ಪ್ರ: [322, 352, 476, 385]
- paper-name: ಮೈಸೂರು ಮಿತ್ರ: [547, 56, 617, 72]
- june26-body: ಮಂಡ್ಯ, ಜೂ.22- ಪ್ರಾ ಗ್ರಾಮೀಣಾಭಿವೃದ್ಧಿ ಸಂಸ್ಥೆ, ವಿಕಲಚೇತನ ಮತ್ತು ಹಿರಿಯ ನಾಗರಿಕರ ಸಬಲೀಕರಣ ಇಲಾಖೆ ಸಂಯುಕ್ತಾಶ್ರಯದಲ್ಲಿ ವಿಶ್ವ ಮಾದಕ ವಸ್ತುಗಳ ವಿರೋಧಿ ದಿನಾಚರಣೆಯನ್ನು ಜೂ.26ರಂದು ಬೆಳಿಗ್ಗೆ 11 ಗಂಟೆಗೆ ನಗರದ ಗಾಂಧಿ ಭವನದಲ್ಲಿ ಆಯೋಜಿಸಲಾಗಿದೆ. ಲೋಕಸಭಾ ಸದಸ್ಯೆ ಸುಮಲತಾ ಅಂಬರೀಶ್ ಕಾರ್ಯಕ್ರಮ ಉದ್ಘಾಟಿಸುವರು. ವಿಕಲಚೇತನ ಮತ್ತು ಹಿರಿಯ ನಾಗರಿಕರ ಸಬಲೀಕರಣ ಇಲಾಖೆ ನಿರ್ದೇಶಕ ಅಧ್ಯಕ್ಷತೆ ವಹಿಸುವರು. ಜಿಲ್ಲಾ ಪಂಚಾಯಿತಿ ಮುಖ್ಯ ಕಾರ್ಯನಿರ್ವಾಹಕ ಅಧಿಕಾರಿ ಶೇಖ್ ತನ್ವೀರ್ ಆಸೀಫ್, ಜಿಲ್ಲಾ ಪೊಲೀಸ್ ವರಿಷ್ಠಾಧಿಕಾರಿ ಎನ್.ಯತೀಶ್, ಮಾದಕ ವಸ್ತು ನಿರ್ಮೂಲನ ಕೇಂದ್ರದ ನಿರ್ದೇಶಕ ಶಿವಕುಮಾರ್, ಸ್ವಾಮಿ ಕೃಷ್ಣ ಡಿ.ವಾಸ್ತವ ಭಾಗವಹಿಸುವರು ಎಂದು ಪ್ರಕಟಣೆ ತಿಳಿಸಿದೆ.: [52, 434, 284, 484]
- masthead: [52, 52, 894, 76]
- temple-photo: [296, 1090, 530, 1350]
